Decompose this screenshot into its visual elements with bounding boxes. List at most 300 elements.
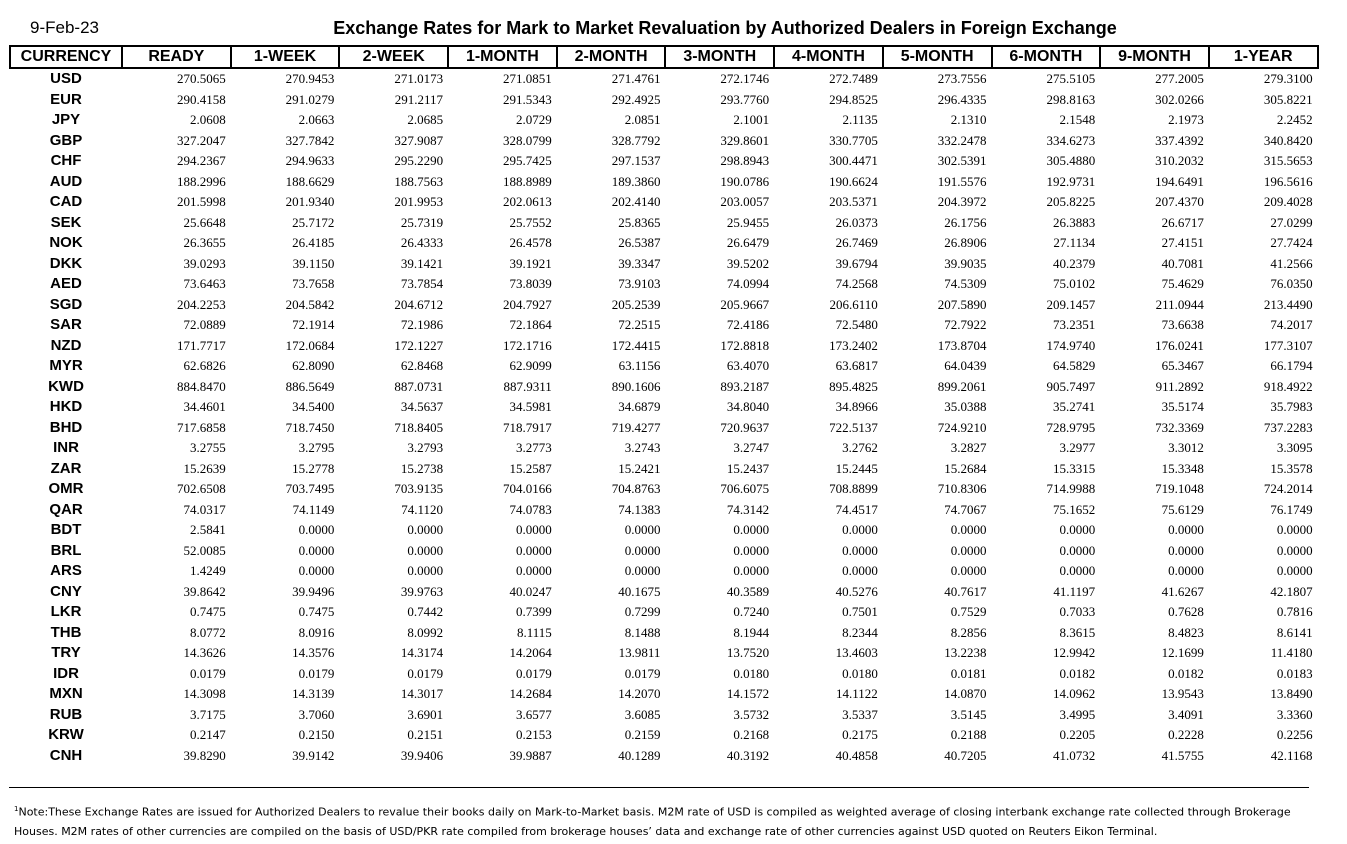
table-row xyxy=(10,418,1318,439)
rate-cell: 719.4277 xyxy=(611,419,661,435)
rate-cell: 895.4825 xyxy=(829,378,878,394)
table-row xyxy=(10,643,1318,664)
rate-cell: 40.3192 xyxy=(726,747,770,763)
rate-cell: 72.4186 xyxy=(726,317,770,332)
rate-cell: 3.4091 xyxy=(1168,706,1204,722)
column-header-2-month: 2-MONTH xyxy=(557,46,666,68)
rate-cell: 905.7497 xyxy=(1046,378,1096,394)
rate-cell: 0.0000 xyxy=(298,542,335,558)
rate-cell: 74.2017 xyxy=(1270,317,1313,332)
rate-cell: 74.2568 xyxy=(835,276,878,291)
currency-code: NZD xyxy=(50,336,82,354)
rate-cell: 8.1115 xyxy=(516,624,552,640)
rate-cell: 14.2064 xyxy=(509,645,552,660)
table-header-row xyxy=(10,46,1318,68)
rate-cell: 63.6817 xyxy=(835,358,878,373)
rate-cell: 26.8906 xyxy=(944,235,987,250)
rate-cell: 172.1227 xyxy=(394,337,444,353)
rate-cell: 172.8818 xyxy=(720,337,770,353)
currency-code: BRL xyxy=(50,541,82,559)
rate-cell: 13.9543 xyxy=(1161,686,1204,701)
rate-cell: 63.1156 xyxy=(618,358,661,373)
currency-code: MXN xyxy=(49,685,83,702)
rate-cell: 75.6129 xyxy=(1161,501,1204,517)
rate-cell: 0.0000 xyxy=(298,522,335,537)
rate-cell: 15.2421 xyxy=(618,460,661,476)
currency-code: GBP xyxy=(49,131,83,149)
rate-cell: 39.5202 xyxy=(726,255,770,271)
rate-cell: 39.8642 xyxy=(183,583,226,599)
rate-cell: 310.2032 xyxy=(1155,153,1204,168)
rate-cell: 0.2151 xyxy=(407,727,444,742)
rate-cell: 201.9340 xyxy=(285,194,335,209)
rate-cell: 25.7319 xyxy=(400,214,444,230)
rate-cell: 188.2996 xyxy=(176,173,226,189)
rate-cell: 300.4471 xyxy=(829,153,878,168)
table-row xyxy=(10,233,1318,254)
table-row xyxy=(10,705,1318,726)
rate-cell: 0.7399 xyxy=(516,604,552,619)
rate-cell: 0.0000 xyxy=(1276,522,1313,537)
rate-cell: 271.0851 xyxy=(503,71,552,86)
rate-cell: 39.9142 xyxy=(292,747,335,763)
rate-cell: 899.2061 xyxy=(937,378,987,394)
rate-cell: 13.2238 xyxy=(944,645,987,660)
rate-cell: 2.1135 xyxy=(842,112,878,127)
rate-cell: 15.3348 xyxy=(1161,460,1204,476)
rate-cell: 2.1310 xyxy=(950,112,987,127)
rate-cell: 40.4858 xyxy=(835,747,878,763)
rate-cell: 0.0000 xyxy=(842,542,878,558)
rate-cell: 2.1973 xyxy=(1168,112,1204,127)
rate-cell: 0.0000 xyxy=(298,563,335,578)
table-row xyxy=(10,664,1318,685)
rate-cell: 327.2047 xyxy=(176,132,226,148)
rate-cell: 3.2977 xyxy=(1059,440,1096,455)
rate-cell: 34.8040 xyxy=(726,399,770,414)
rate-cell: 39.9406 xyxy=(400,747,444,763)
rate-cell: 0.0000 xyxy=(842,522,878,537)
currency-code: EUR xyxy=(50,90,82,108)
rate-cell: 0.0000 xyxy=(733,563,770,578)
column-header-4-month: 4-MONTH xyxy=(774,46,883,68)
rate-cell: 327.9087 xyxy=(394,132,444,148)
rate-cell: 40.1675 xyxy=(618,583,661,599)
currency-code: ARS xyxy=(50,562,82,579)
table-row xyxy=(10,397,1318,418)
rate-cell: 26.7469 xyxy=(835,235,878,250)
rate-cell: 737.2283 xyxy=(1263,419,1313,435)
table-row xyxy=(10,725,1318,746)
column-header-1-month: 1-MONTH xyxy=(448,46,557,68)
table-row xyxy=(10,151,1318,172)
rate-cell: 340.8420 xyxy=(1263,132,1313,148)
rate-cell: 40.2379 xyxy=(1052,255,1096,271)
rate-cell: 64.0439 xyxy=(944,358,987,373)
rate-cell: 26.4333 xyxy=(400,235,444,250)
table-row xyxy=(10,213,1318,234)
rate-cell: 72.0889 xyxy=(183,317,226,332)
rate-cell: 2.1001 xyxy=(733,112,770,127)
rate-cell: 73.8039 xyxy=(509,276,552,291)
table-row xyxy=(10,438,1318,459)
rate-cell: 26.6717 xyxy=(1161,214,1204,230)
rate-cell: 172.0684 xyxy=(285,337,335,353)
report-date: 9-Feb-23 xyxy=(30,18,99,37)
rate-cell: 74.5309 xyxy=(944,276,987,291)
rate-cell: 291.5343 xyxy=(503,91,552,107)
rate-cell: 893.2187 xyxy=(720,378,770,394)
rate-cell: 0.0182 xyxy=(1059,665,1096,681)
rate-cell: 718.7450 xyxy=(285,419,335,435)
rate-cell: 279.3100 xyxy=(1263,71,1313,86)
rate-cell: 890.1606 xyxy=(611,378,661,394)
rate-cell: 717.6858 xyxy=(176,419,226,435)
rate-cell: 40.1289 xyxy=(618,747,661,763)
table-row xyxy=(10,520,1318,541)
rate-cell: 176.0241 xyxy=(1155,337,1204,353)
rate-cell: 3.5145 xyxy=(950,706,987,722)
rate-cell: 66.1794 xyxy=(1270,358,1313,373)
rate-cell: 0.7240 xyxy=(733,604,770,619)
rate-cell: 302.0266 xyxy=(1155,91,1204,107)
rate-cell: 0.0000 xyxy=(1059,542,1096,558)
table-row xyxy=(10,479,1318,500)
rate-cell: 703.7495 xyxy=(285,481,335,496)
rate-cell: 290.4158 xyxy=(176,91,226,107)
table-row xyxy=(10,336,1318,357)
rate-cell: 52.0085 xyxy=(183,542,226,558)
rate-cell: 277.2005 xyxy=(1155,71,1204,86)
column-header-1-week: 1-WEEK xyxy=(231,46,340,68)
rate-cell: 204.6712 xyxy=(394,296,444,312)
rate-cell: 74.0994 xyxy=(726,276,770,291)
rate-cell: 3.2747 xyxy=(733,440,770,455)
rate-cell: 194.6491 xyxy=(1155,173,1204,189)
currency-code: QAR xyxy=(49,500,83,518)
column-header-5-month: 5-MONTH xyxy=(883,46,992,68)
rate-cell: 0.0000 xyxy=(1168,542,1204,558)
currency-code: OMR xyxy=(48,480,84,497)
rate-cell: 15.2738 xyxy=(400,460,444,476)
rate-cell: 0.0179 xyxy=(407,665,444,681)
rate-cell: 40.7617 xyxy=(944,583,987,599)
rate-cell: 332.2478 xyxy=(937,132,987,148)
rate-cell: 0.7475 xyxy=(189,604,226,619)
currency-code: CHF xyxy=(50,152,82,169)
rate-cell: 8.3615 xyxy=(1059,624,1096,640)
footnote-divider xyxy=(9,787,1309,788)
rate-cell: 188.8989 xyxy=(503,173,552,189)
rate-cell: 0.0179 xyxy=(624,665,661,681)
rate-cell: 3.6577 xyxy=(516,706,552,722)
rate-cell: 272.7489 xyxy=(829,71,878,86)
rate-cell: 294.8525 xyxy=(829,91,878,107)
rate-cell: 728.9795 xyxy=(1046,419,1096,435)
rate-cell: 206.6110 xyxy=(829,296,878,312)
rate-cell: 0.0000 xyxy=(407,542,444,558)
rate-cell: 40.3589 xyxy=(726,583,770,599)
rate-cell: 3.6901 xyxy=(407,706,444,722)
table-row xyxy=(10,500,1318,521)
rate-cell: 887.9311 xyxy=(503,378,552,394)
rate-cell: 205.9667 xyxy=(720,296,770,312)
rate-cell: 0.0179 xyxy=(298,665,335,681)
rate-cell: 0.0000 xyxy=(1276,563,1313,578)
rate-cell: 26.6479 xyxy=(726,235,770,250)
rate-cell: 13.4603 xyxy=(835,645,878,660)
rate-cell: 315.5653 xyxy=(1263,153,1313,168)
rate-cell: 202.4140 xyxy=(611,194,661,209)
rate-cell: 911.2892 xyxy=(1155,378,1204,394)
rate-cell: 72.1914 xyxy=(292,317,335,332)
rate-cell: 41.0732 xyxy=(1052,747,1096,763)
rate-cell: 26.3883 xyxy=(1052,214,1096,230)
rate-cell: 722.5137 xyxy=(829,419,878,435)
rate-cell: 714.9988 xyxy=(1046,481,1096,496)
column-header-3-month: 3-MONTH xyxy=(665,46,774,68)
rate-cell: 14.1122 xyxy=(836,686,878,701)
rate-cell: 2.0729 xyxy=(516,112,552,127)
rate-cell: 302.5391 xyxy=(937,153,987,168)
rate-cell: 271.4761 xyxy=(611,71,661,86)
rate-cell: 15.2639 xyxy=(183,460,226,476)
rate-cell: 0.0000 xyxy=(950,563,987,578)
rate-cell: 172.4415 xyxy=(611,337,661,353)
table-row xyxy=(10,90,1318,111)
rate-cell: 74.3142 xyxy=(726,501,770,517)
rate-cell: 171.7717 xyxy=(176,337,226,353)
rate-cell: 39.9763 xyxy=(400,583,444,599)
rate-cell: 39.8290 xyxy=(183,747,226,763)
rate-cell: 25.9455 xyxy=(726,214,770,230)
rate-cell: 0.0000 xyxy=(733,542,770,558)
rate-cell: 13.7520 xyxy=(726,645,770,660)
currency-code: IDR xyxy=(53,664,79,682)
rate-cell: 718.8405 xyxy=(394,419,444,435)
rate-cell: 189.3860 xyxy=(611,173,661,189)
currency-code: SGD xyxy=(49,295,83,313)
rate-cell: 62.8090 xyxy=(292,358,335,373)
rate-cell: 8.0916 xyxy=(298,624,335,640)
rate-cell: 297.1537 xyxy=(611,153,661,168)
currency-code: CNH xyxy=(49,746,83,764)
currency-code: AED xyxy=(50,275,82,292)
currency-code: KRW xyxy=(48,726,84,743)
rate-cell: 3.2773 xyxy=(516,440,552,455)
rate-cell: 62.9099 xyxy=(509,358,552,373)
rate-cell: 72.1986 xyxy=(400,317,444,332)
footnote-marker: 1 xyxy=(14,805,19,813)
currency-code: MYR xyxy=(49,357,83,374)
rate-cell: 14.3576 xyxy=(292,645,335,660)
rate-cell: 295.7425 xyxy=(503,153,552,168)
table-row xyxy=(10,561,1318,582)
rate-cell: 62.8468 xyxy=(400,358,444,373)
rate-cell: 190.6624 xyxy=(829,173,878,189)
table-row xyxy=(10,582,1318,603)
rate-cell: 704.0166 xyxy=(503,481,552,496)
rate-cell: 207.4370 xyxy=(1155,194,1204,209)
rate-cell: 34.4601 xyxy=(183,399,226,414)
rate-cell: 2.0851 xyxy=(624,112,661,127)
rate-cell: 74.0783 xyxy=(509,501,552,517)
rate-cell: 272.1746 xyxy=(720,71,770,86)
rate-cell: 39.0293 xyxy=(183,255,226,271)
table-row xyxy=(10,172,1318,193)
rate-cell: 0.0181 xyxy=(950,665,987,681)
currency-code: CAD xyxy=(49,193,83,210)
rate-cell: 305.8221 xyxy=(1263,91,1313,107)
currency-code: ZAR xyxy=(50,459,82,477)
table-row xyxy=(10,602,1318,623)
rate-cell: 271.0173 xyxy=(394,71,444,86)
currency-code: THB xyxy=(50,623,82,641)
rate-cell: 74.1120 xyxy=(401,501,444,517)
rate-cell: 14.3017 xyxy=(400,686,444,701)
rate-cell: 27.4151 xyxy=(1161,235,1204,250)
rate-cell: 75.0102 xyxy=(1052,276,1096,291)
rate-cell: 14.0870 xyxy=(944,686,987,701)
rate-cell: 328.0799 xyxy=(503,132,552,148)
rate-cell: 305.4880 xyxy=(1046,153,1096,168)
table-row xyxy=(10,315,1318,336)
rate-cell: 0.2188 xyxy=(950,727,987,742)
rate-cell: 328.7792 xyxy=(611,132,661,148)
rate-cell: 27.1134 xyxy=(1053,235,1096,250)
rate-cell: 0.7033 xyxy=(1059,604,1096,619)
rate-cell: 330.7705 xyxy=(829,132,878,148)
rate-cell: 0.7501 xyxy=(842,604,878,619)
rate-cell: 0.0000 xyxy=(516,542,552,558)
table-row xyxy=(10,356,1318,377)
rate-cell: 26.0373 xyxy=(835,214,878,230)
rate-cell: 188.6629 xyxy=(285,173,335,189)
rate-cell: 0.0179 xyxy=(516,665,552,681)
rate-cell: 0.0000 xyxy=(1276,542,1313,558)
currency-code: DKK xyxy=(49,254,83,272)
rate-cell: 15.2684 xyxy=(944,460,987,476)
rate-cell: 41.6267 xyxy=(1161,583,1204,599)
rate-cell: 3.5337 xyxy=(842,706,878,722)
exchange-rates-table xyxy=(9,45,1319,766)
rate-cell: 2.1548 xyxy=(1059,112,1096,127)
rate-cell: 0.2147 xyxy=(189,727,226,742)
rate-cell: 65.3467 xyxy=(1161,358,1204,373)
rate-cell: 0.7475 xyxy=(298,604,335,619)
table-row xyxy=(10,110,1318,131)
rate-cell: 3.7060 xyxy=(298,706,335,722)
rate-cell: 0.0000 xyxy=(1168,563,1204,578)
rate-cell: 3.3360 xyxy=(1276,706,1313,722)
rate-cell: 74.4517 xyxy=(835,501,878,517)
rate-cell: 2.0685 xyxy=(407,112,444,127)
rate-cell: 26.5387 xyxy=(618,235,661,250)
rate-cell: 11.4180 xyxy=(1270,645,1313,660)
rate-cell: 35.5174 xyxy=(1161,399,1204,414)
footnote-text: Note:These Exchange Rates are issued for Authorized Dealers to revalue their books daily on Mark-to-Market basis. M2M rate of USD is compiled as weighted average of closing interbank exchange rate collected through Brokerage Houses. M2M rates of other currencies are compiled on the basis of USD/PKR rate compiled from brokerage houses’ data and exchange rate of other currencies against USD quoted on Reuters Eikon Terminal. xyxy=(14,805,1291,838)
rate-cell: 39.9496 xyxy=(292,583,335,599)
rate-cell: 26.4185 xyxy=(292,235,335,250)
rate-cell: 0.7628 xyxy=(1168,604,1204,619)
rate-cell: 34.5400 xyxy=(292,399,335,414)
rate-cell: 64.5829 xyxy=(1052,358,1096,373)
rate-cell: 8.1488 xyxy=(624,624,661,640)
rate-cell: 26.3655 xyxy=(183,235,226,250)
rate-cell: 275.5105 xyxy=(1046,71,1096,86)
rate-cell: 8.6141 xyxy=(1276,624,1313,640)
rate-cell: 14.3626 xyxy=(183,645,226,660)
currency-code: JPY xyxy=(51,111,81,128)
rate-cell: 270.5065 xyxy=(176,71,226,86)
rate-cell: 702.6508 xyxy=(176,481,226,496)
rate-cell: 887.0731 xyxy=(394,378,444,394)
rate-cell: 294.2367 xyxy=(176,153,226,168)
rate-cell: 63.4070 xyxy=(726,358,770,373)
rate-cell: 13.9811 xyxy=(618,645,661,660)
rate-cell: 12.9942 xyxy=(1052,645,1096,660)
rate-cell: 327.7842 xyxy=(285,132,335,148)
rate-cell: 205.2539 xyxy=(611,296,661,312)
rate-cell: 3.4995 xyxy=(1059,706,1096,722)
currency-code: SAR xyxy=(50,316,82,333)
table-row xyxy=(10,274,1318,295)
rate-cell: 8.0992 xyxy=(407,624,444,640)
rate-cell: 173.2402 xyxy=(829,337,878,353)
rate-cell: 174.9740 xyxy=(1046,337,1096,353)
rate-cell: 0.0000 xyxy=(407,522,444,537)
currency-code: SEK xyxy=(50,213,82,231)
rate-cell: 720.9637 xyxy=(720,419,770,435)
rate-cell: 42.1168 xyxy=(1270,747,1313,763)
rate-cell: 719.1048 xyxy=(1155,481,1204,496)
rate-cell: 172.1716 xyxy=(503,337,552,353)
rate-cell: 0.0183 xyxy=(1276,665,1313,681)
table-row xyxy=(10,295,1318,316)
rate-cell: 2.0608 xyxy=(189,112,226,127)
rate-cell: 8.4823 xyxy=(1168,624,1204,640)
rate-cell: 329.8601 xyxy=(720,132,770,148)
rate-cell: 35.2741 xyxy=(1052,399,1096,414)
rate-cell: 0.0180 xyxy=(842,665,878,681)
rate-cell: 207.5890 xyxy=(937,296,987,312)
rate-cell: 0.0000 xyxy=(733,522,770,537)
rate-cell: 196.5616 xyxy=(1263,173,1313,189)
rate-cell: 295.2290 xyxy=(394,153,444,168)
rate-cell: 273.7556 xyxy=(937,71,987,86)
rate-cell: 732.3369 xyxy=(1155,419,1204,435)
rate-cell: 213.4490 xyxy=(1263,296,1313,312)
table-body xyxy=(10,68,1318,766)
rate-cell: 72.2515 xyxy=(618,317,661,332)
table-row xyxy=(10,377,1318,398)
rate-cell: 884.8470 xyxy=(176,378,226,394)
rate-cell: 40.0247 xyxy=(509,583,552,599)
rate-cell: 298.8943 xyxy=(720,153,770,168)
rate-cell: 76.0350 xyxy=(1270,276,1313,291)
rate-cell: 203.0057 xyxy=(720,194,770,209)
rate-cell: 0.0000 xyxy=(624,563,661,578)
rate-cell: 3.2793 xyxy=(407,440,444,455)
rate-cell: 40.7081 xyxy=(1161,255,1204,271)
currency-code: KWD xyxy=(48,377,84,395)
rate-cell: 8.2344 xyxy=(842,624,878,640)
rate-cell: 73.7854 xyxy=(400,276,444,291)
rate-cell: 291.2117 xyxy=(394,91,444,107)
currency-code: AUD xyxy=(49,172,83,190)
rate-cell: 39.1421 xyxy=(400,255,444,271)
table-row xyxy=(10,131,1318,152)
